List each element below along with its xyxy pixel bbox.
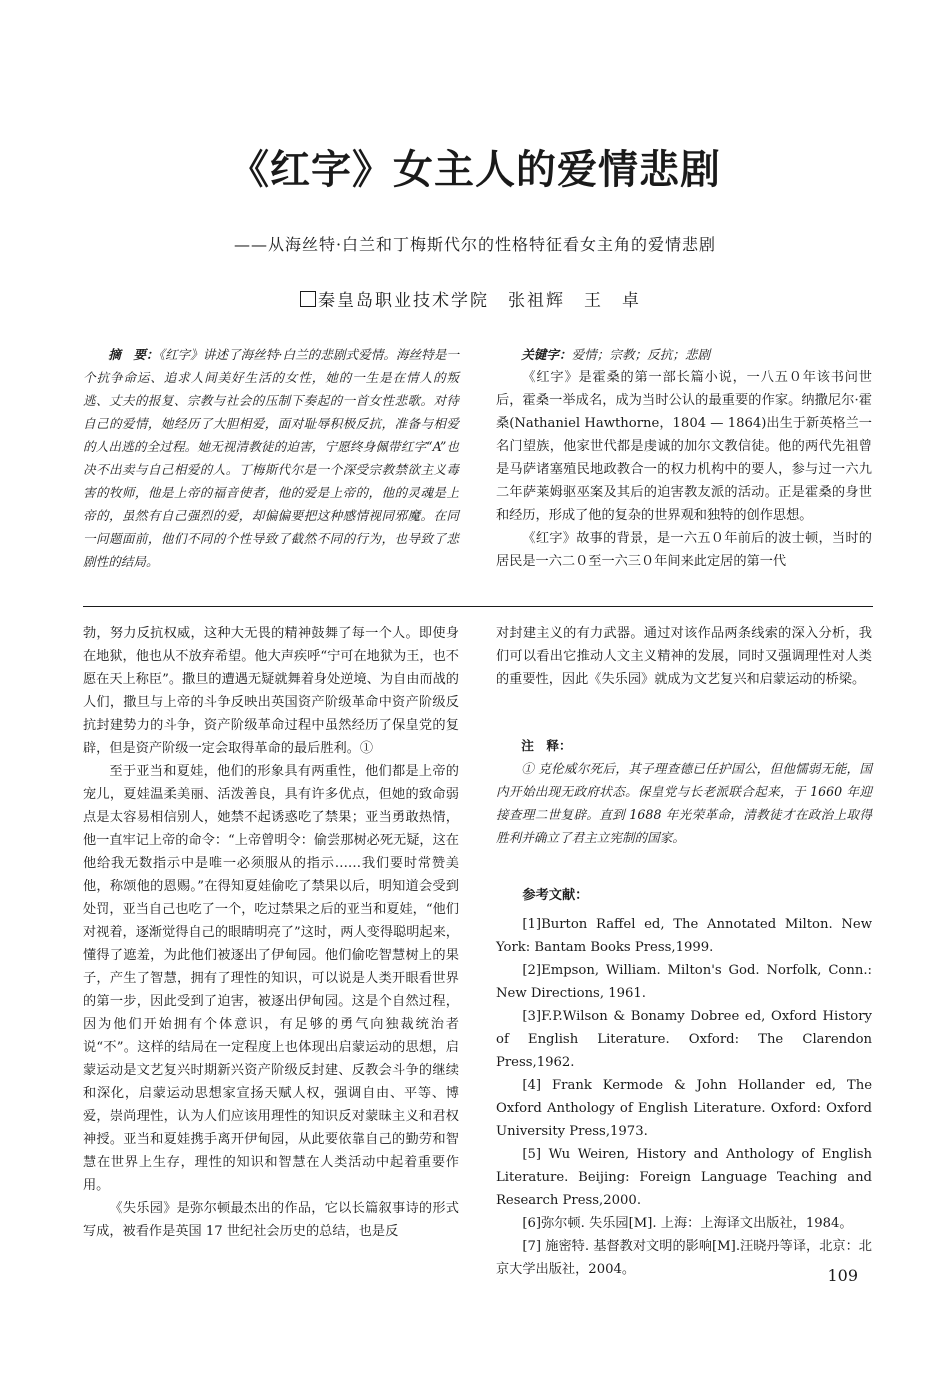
references-label: 参考文献： [522,888,589,903]
body-paragraph: 勃，努力反抗权威，这种大无畏的精神鼓舞了每一个人。即使身在地狱，他也从不放弃希望。他大声疾呼“宁可在地狱为王，也不愿在天上称臣”。撒旦的遭遇无疑就舞着身处逆境、为自由而战的人们，撒旦与上帝的斗争反映出英国资产阶级革命中资产阶级反抗封建势力的斗争，资产阶级革命过程中虽然经历了保皇党的复辟，但是资产阶级一定会取得革命的最后胜利。① [83,626,459,756]
square-marker-icon [300,291,316,307]
keywords-label: 关键字： [521,347,572,362]
author-line [300,286,641,311]
article-title: 《红字》女主人的爱情悲剧 [229,147,721,193]
reference-item: [6]弥尔顿. 失乐园[M]. 上海：上海译文出版社，1984。 [522,1216,853,1231]
intro-paragraph: 《红字》是霍桑的第一部长篇小说，一八五０年该书问世后，霍桑一举成名，成为当时公认的最重要的作家。纳撒尼尔·霍桑(Nathaniel Hawthorne，1804 — 1864)出生于新英格兰一名门望族，他家世代都是虔诚的加尔文教信徒。他的两代先祖曾是马萨诸塞殖民地政教合一的权力机构中的要人，参与过一六九二年萨莱姆驱巫案及其后的迫害教友派的活动。正是霍桑的身世和经历，形成了他的复杂的世界观和独特的创作思想。 [496,370,872,523]
notes-text: ① 克伦威尔死后，其子理查德已任护国公，但他懦弱无能，国内开始出现无政府状态。保皇党与长老派联合起来，于 1660 年迎接查理二世复辟。直到 1688 年光荣革命，清教徒才在政治上取得胜利并确立了君主立宪制的国家。 [496,761,872,845]
article-subtitle: ——从海丝特·白兰和丁梅斯代尔的性格特征看女主角的爱情悲剧 [233,235,717,254]
references-section [496,884,872,1281]
page-number: 109 [827,1266,858,1285]
abstract-text: 《红字》讲述了海丝特·白兰的悲剧式爱情。海丝特是一个抗争命运、追求人间美好生活的女性，她的一生是在情人的叛逃、丈夫的报复、宗教与社会的压制下奏起的一首女性悲歌。对待自己的爱情，她经历了大胆相爱，面对耻辱积极反抗，准备与相爱的人出逃的全过程。她无视清教徒的迫害，宁愿终身佩带红字“A”也决不出卖与自己相爱的人。丁梅斯代尔是一个深受宗教禁欲主义毒害的牧师，他是上帝的福音使者，他的爱是上帝的，他的灵魂是上帝的，虽然有自己强烈的爱，却偏偏要把这种感情视同邪魔。在同一问题面前，他们不同的个性导致了截然不同的行为，也导致了悲剧性的结局。 [83,347,459,569]
intro-paragraph: 《红字》故事的背景，是一六五０年前后的波士顿，当时的居民是一六二０至一六三０年间来此定居的第一代 [496,531,872,569]
reference-item: [4] Frank Kermode & John Hollander ed, The Oxford Anthology of English Literature. Oxford: Oxford University Press,1973. [496,1078,872,1139]
keywords-text: 爱情；宗教；反抗；悲剧 [571,347,711,362]
reference-item: [1]Burton Raffel ed, The Annotated Milton. New York: Bantam Books Press,1999. [496,917,872,955]
abstract [83,343,459,573]
institution: 秦皇岛职业技术学院 [318,291,489,311]
reference-item: [5] Wu Weiren, History and Anthology of English Literature. Beijing: Foreign Language Teaching and Research Press,2000. [496,1147,872,1208]
keywords-intro-column [496,343,872,573]
reference-item: [3]F.P.Wilson & Bonamy Dobree ed, Oxford History of English Literature. Oxford: The Clarendon Press,1962. [496,1009,872,1070]
divider-rule [83,606,873,607]
reference-item: [2]Empson, William. Milton's God. Norfolk, Conn.: New Directions, 1961. [496,963,872,1001]
body-paragraph: 至于亚当和夏娃，他们的形象具有两重性，他们都是上帝的宠儿，夏娃温柔美丽、活泼善良，具有许多优点，但她的致命弱点是太容易相信别人，她禁不起诱惑吃了禁果；亚当勇敢热情，他一直牢记上帝的命令：“上帝曾明令：偷尝那树必死无疑，这在他给我无数指示中是唯一必须服从的指示……我们要时常赞美他，称颂他的恩赐。”在得知夏娃偷吃了禁果以后，明知道会受到处罚，亚当自己也吃了一个，吃过禁果之后的亚当和夏娃，“他们对视着，逐渐觉得自己的眼睛明亮了”这时，两人变得聪明起来，懂得了遮羞，为此他们被逐出了伊甸园。他们偷吃智慧树上的果子，产生了智慧，拥有了理性的知识，可以说是人类开眼看世界的第一步，因此受到了迫害，被逐出伊甸园。这是个自然过程，因为他们开始拥有个体意识，有足够的勇气向独裁统治者说“不”。这样的结局在一定程度上也体现出启蒙运动的思想，启蒙运动是文艺复兴时期新兴资产阶级反封建、反教会斗争的继续和深化，启蒙运动思想家宣扬天赋人权，强调自由、平等、博爱，崇尚理性，认为人们应该用理性的知识反对蒙昧主义和君权神授。亚当和夏娃携手离开伊甸园，从此要依靠自己的勤劳和智慧在世界上生存，理性的知识和智慧在人类活动中起着重要作用。 [83,764,459,1193]
body-right-column [496,622,872,691]
reference-item: [7] 施密特. 基督教对文明的影响[M].汪晓丹等译，北京：北京大学出版社，2004。 [496,1239,872,1277]
body-paragraph: 《失乐园》是弥尔顿最杰出的作品，它以长篇叙事诗的形式写成，被看作是英国 17 世纪社会历史的总结，也是反 [83,1201,459,1239]
body-paragraph: 对封建主义的有力武器。通过对该作品两条线索的深入分析，我们可以看出它推动人文主义精神的发展，同时又强调理性对人类的重要性，因此《失乐园》就成为文艺复兴和启蒙运动的桥梁。 [496,626,872,687]
authors: 张祖辉 王 卓 [508,291,641,311]
notes-label: 注 释： [521,738,572,753]
abstract-label: 摘 要： [108,347,159,362]
notes-section [496,734,872,849]
body-left-column [83,622,459,1243]
